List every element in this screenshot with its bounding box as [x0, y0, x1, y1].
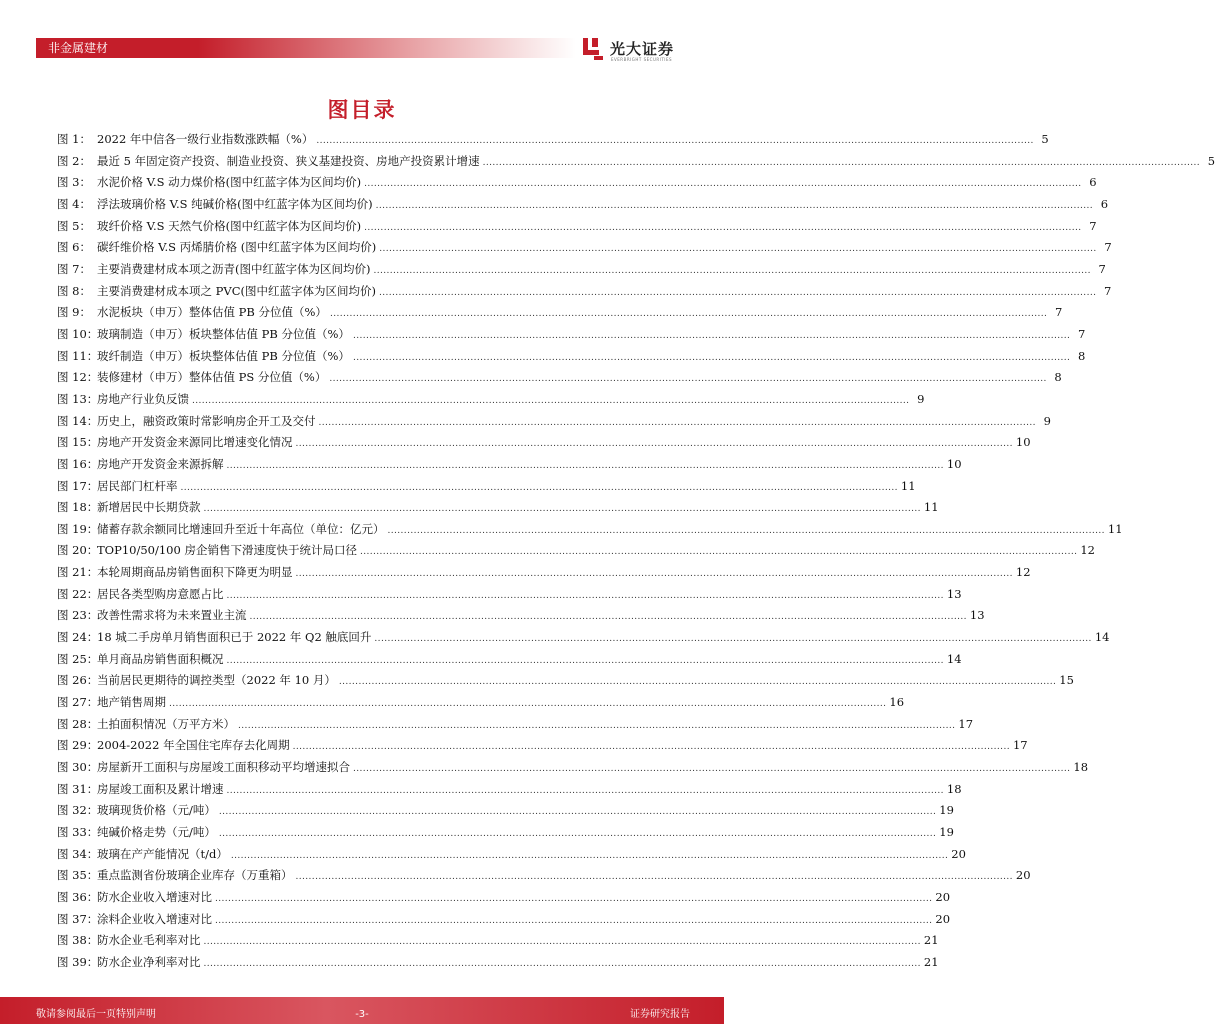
- toc-dot-leader: ............................................................................................................................................................................................................................: [226, 460, 944, 471]
- toc-figure-number: 图 27：: [57, 695, 99, 710]
- toc-figure-title: 居民各类型购房意愿占比: [97, 586, 224, 601]
- toc-page-number: 20: [935, 911, 951, 926]
- toc-dot-leader: ............................................................................................................................................................................................................................: [352, 330, 1071, 341]
- toc-figure-number: 图 39：: [57, 954, 99, 969]
- toc-dot-leader: ............................................................................................................................................................................................................................: [295, 439, 1013, 450]
- toc-dot-leader: ............................................................................................................................................................................................................................: [329, 309, 1048, 320]
- brand-logo: [580, 36, 690, 66]
- toc-figure-title: 房地产开发资金来源同比增速变化情况: [97, 435, 293, 450]
- toc-entry[interactable]: [57, 499, 939, 521]
- toc-page-number: 5: [1041, 132, 1049, 146]
- toc-page-number: 12: [1015, 565, 1031, 580]
- toc-page-number: 9: [917, 391, 925, 406]
- toc-figure-number: 图 34：: [57, 846, 99, 861]
- toc-figure-number: 图 29：: [57, 738, 99, 753]
- toc-figure-number: 图 30：: [57, 760, 99, 775]
- header-bar: [36, 38, 576, 58]
- toc-figure-title: 改善性需求将为未来置业主流: [97, 608, 247, 623]
- toc-entry[interactable]: [57, 218, 1097, 240]
- toc-dot-leader: ............................................................................................................................................................................................................................: [218, 829, 937, 839]
- toc-page-number: 8: [1078, 348, 1086, 363]
- toc-figure-number: 图 38：: [57, 933, 99, 948]
- toc-figure-title: 玻纤价格 V.S 天然气价格(图中红蓝字体为区间均价): [97, 218, 362, 233]
- toc-figure-title: 房地产行业负反馈: [97, 391, 189, 406]
- toc-figure-title: 防水企业净利率对比: [97, 954, 201, 969]
- toc-figure-number: 图 37：: [57, 911, 99, 926]
- toc-figure-number: 图 28：: [57, 716, 99, 731]
- toc-entry[interactable]: [57, 478, 916, 500]
- toc-entry[interactable]: [57, 196, 1109, 218]
- toc-entry[interactable]: [57, 174, 1097, 196]
- toc-figure-number: 图 9：: [57, 305, 91, 320]
- toc-dot-leader: ............................................................................................................................................................................................................................: [230, 850, 949, 861]
- toc-page-number: 18: [1073, 760, 1089, 775]
- toc-figure-title: 单月商品房销售面积概况: [97, 651, 224, 666]
- toc-figure-title: 涂料企业收入增速对比: [97, 911, 212, 926]
- toc-entry[interactable]: [57, 802, 954, 824]
- toc-figure-number: 图 1：: [57, 132, 91, 146]
- toc-page-number: 10: [1015, 435, 1031, 450]
- toc-entry[interactable]: [57, 131, 1049, 153]
- toc-entry[interactable]: [57, 391, 925, 413]
- toc-entry[interactable]: [57, 434, 1031, 456]
- toc-figure-title: 地产销售周期: [97, 695, 166, 710]
- toc-page-number: 20: [935, 889, 951, 904]
- toc-entry[interactable]: [57, 911, 951, 933]
- toc-page-number: 17: [1012, 738, 1028, 753]
- toc-figure-number: 图 17：: [57, 478, 99, 493]
- toc-figure-number: 图 2：: [57, 153, 91, 168]
- toc-dot-leader: ............................................................................................................................................................................................................................: [226, 785, 944, 796]
- toc-dot-leader: ............................................................................................................................................................................................................................: [353, 764, 1071, 775]
- toc-figure-number: 图 4：: [57, 196, 91, 211]
- toc-figure-title: 主要消费建材成本项之沥青(图中红蓝字体为区间均价): [97, 261, 371, 276]
- toc-page-number: 19: [939, 803, 954, 818]
- toc-figure-title: 浮法玻璃价格 V.S 纯碱价格(图中红蓝字体为区间均价): [97, 196, 373, 211]
- toc-entry[interactable]: [57, 564, 1031, 586]
- toc-figure-number: 图 8：: [57, 283, 91, 298]
- toc-page-number: 13: [946, 586, 962, 601]
- toc-dot-leader: ............................................................................................................................................................................................................................: [375, 200, 1094, 211]
- toc-entry[interactable]: [57, 413, 1051, 435]
- toc-page-number: 15: [1059, 673, 1074, 688]
- toc-figure-number: 图 21：: [57, 565, 99, 580]
- toc-dot-leader: ............................................................................................................................................................................................................................: [215, 915, 933, 926]
- toc-dot-leader: ............................................................................................................................................................................................................................: [295, 872, 1013, 883]
- toc-dot-leader: ............................................................................................................................................................................................................................: [238, 720, 956, 731]
- toc-entry[interactable]: [57, 781, 962, 803]
- figure-list: [57, 131, 1215, 976]
- toc-figure-title: 主要消费建材成本项之 PVC(图中红蓝字体为区间均价): [97, 283, 376, 298]
- toc-figure-number: 图 22：: [57, 586, 99, 601]
- section-label: 非金属建材: [48, 41, 109, 55]
- toc-page-number: 14: [1094, 630, 1110, 645]
- toc-entry[interactable]: [57, 672, 1074, 694]
- toc-entry[interactable]: [57, 326, 1086, 348]
- toc-figure-title: 房屋新开工面积与房屋竣工面积移动平均增速拟合: [97, 760, 350, 775]
- toc-dot-leader: ............................................................................................................................................................................................................................: [374, 634, 1092, 645]
- toc-figure-title: 储蓄存款余额同比增速回升至近十年高位（单位：亿元）: [97, 521, 385, 536]
- toc-page-number: 7: [1098, 261, 1106, 276]
- toc-page-number: 5: [1207, 153, 1215, 168]
- toc-figure-title: 当前居民更期待的调控类型（2022 年 10 月）: [97, 673, 336, 688]
- toc-figure-title: 房地产开发资金来源拆解: [97, 456, 224, 471]
- toc-page-number: 6: [1089, 175, 1097, 190]
- toc-entry[interactable]: [57, 759, 1089, 781]
- toc-page-number: 7: [1055, 305, 1063, 320]
- toc-entry[interactable]: [57, 889, 951, 911]
- toc-page-number: 16: [889, 695, 905, 710]
- toc-figure-number: 图 6：: [57, 240, 91, 255]
- toc-dot-leader: ............................................................................................................................................................................................................................: [292, 742, 1010, 753]
- toc-dot-leader: ............................................................................................................................................................................................................................: [318, 417, 1036, 428]
- toc-dot-leader: ............................................................................................................................................................................................................................: [316, 136, 1034, 146]
- toc-dot-leader: ............................................................................................................................................................................................................................: [373, 265, 1091, 276]
- toc-page-number: 7: [1078, 326, 1086, 341]
- toc-figure-title: TOP10/50/100 房企销售下滑速度快于统计局口径: [97, 543, 357, 558]
- toc-entry[interactable]: [57, 716, 974, 738]
- toc-figure-title: 18 城二手房单月销售面积已于 2022 年 Q2 触底回升: [97, 630, 372, 645]
- toc-dot-leader: ............................................................................................................................................................................................................................: [180, 482, 898, 493]
- toc-figure-number: 图 12：: [57, 370, 99, 385]
- toc-figure-title: 防水企业收入增速对比: [97, 889, 212, 904]
- toc-figure-title: 2022 年中信各一级行业指数涨跌幅（%）: [97, 132, 314, 146]
- toc-entry[interactable]: [57, 932, 939, 954]
- toc-entry[interactable]: [57, 153, 1215, 175]
- toc-figure-title: 房屋竣工面积及累计增速: [97, 781, 224, 796]
- footer-disclaimer: 敬请参阅最后一页特别声明: [36, 1009, 156, 1020]
- toc-entry[interactable]: [57, 261, 1106, 283]
- toc-entry[interactable]: [57, 954, 939, 976]
- toc-entry[interactable]: [57, 521, 1123, 543]
- toc-figure-title: 纯碱价格走势（元/吨）: [97, 825, 216, 839]
- toc-figure-title: 土拍面积情况（万平方米）: [97, 716, 235, 731]
- toc-figure-title: 装修建材（申万）整体估值 PS 分位值（%）: [97, 370, 327, 385]
- toc-entry[interactable]: [57, 694, 905, 716]
- toc-figure-number: 图 16：: [57, 456, 99, 471]
- toc-dot-leader: ............................................................................................................................................................................................................................: [378, 287, 1097, 298]
- toc-page-number: 7: [1104, 240, 1112, 255]
- toc-page-number: 13: [969, 608, 985, 623]
- toc-entry[interactable]: [57, 846, 966, 868]
- toc-page-number: 14: [946, 651, 962, 666]
- toc-dot-leader: ............................................................................................................................................................................................................................: [364, 222, 1082, 233]
- toc-page-number: 17: [958, 716, 974, 731]
- toc-entry[interactable]: [57, 824, 954, 846]
- toc-page-number: 8: [1054, 370, 1062, 385]
- toc-figure-number: 图 7：: [57, 261, 91, 276]
- brand-subtitle: EVERBRIGHT SECURITIES: [611, 57, 673, 62]
- toc-entry[interactable]: [57, 239, 1112, 261]
- toc-entry[interactable]: [57, 629, 1110, 651]
- toc-entry[interactable]: [57, 348, 1086, 370]
- toc-dot-leader: ............................................................................................................................................................................................................................: [203, 937, 921, 948]
- toc-figure-number: 图 3：: [57, 175, 91, 190]
- toc-entry[interactable]: [57, 607, 985, 629]
- everbright-logo-icon: [580, 36, 606, 62]
- toc-entry[interactable]: [57, 542, 1095, 564]
- toc-entry[interactable]: [57, 586, 962, 608]
- toc-page-number: 18: [946, 781, 962, 796]
- toc-dot-leader: ............................................................................................................................................................................................................................: [364, 179, 1082, 190]
- toc-page-number: 9: [1043, 413, 1051, 428]
- toc-entry[interactable]: [57, 456, 962, 478]
- toc-figure-title: 本轮周期商品房销售面积下降更为明显: [97, 565, 293, 580]
- toc-dot-leader: ............................................................................................................................................................................................................................: [169, 699, 887, 710]
- toc-dot-leader: ............................................................................................................................................................................................................................: [203, 504, 921, 515]
- toc-dot-leader: ............................................................................................................................................................................................................................: [329, 374, 1047, 385]
- toc-dot-leader: ............................................................................................................................................................................................................................: [379, 244, 1097, 255]
- toc-entry[interactable]: [57, 867, 1031, 889]
- toc-figure-title: 玻璃在产产能情况（t/d）: [97, 846, 228, 861]
- toc-entry[interactable]: [57, 651, 962, 673]
- toc-dot-leader: ............................................................................................................................................................................................................................: [249, 612, 967, 623]
- toc-figure-number: 图 33：: [57, 825, 99, 839]
- toc-figure-title: 新增居民中长期贷款: [97, 500, 201, 515]
- toc-figure-number: 图 20：: [57, 543, 99, 558]
- toc-dot-leader: ............................................................................................................................................................................................................................: [203, 958, 921, 969]
- toc-figure-title: 重点监测省份玻璃企业库存（万重箱）: [97, 868, 293, 883]
- toc-entry[interactable]: [57, 304, 1063, 326]
- toc-entry[interactable]: [57, 283, 1112, 305]
- toc-dot-leader: ............................................................................................................................................................................................................................: [226, 655, 944, 666]
- toc-figure-number: 图 10：: [57, 326, 99, 341]
- toc-page-number: 12: [1080, 543, 1095, 558]
- toc-figure-title: 防水企业毛利率对比: [97, 933, 201, 948]
- toc-figure-title: 2004-2022 年全国住宅库存去化周期: [97, 738, 290, 753]
- toc-figure-title: 玻纤制造（申万）板块整体估值 PB 分位值（%）: [97, 348, 350, 363]
- toc-dot-leader: ............................................................................................................................................................................................................................: [226, 590, 944, 601]
- toc-figure-title: 水泥价格 V.S 动力煤价格(图中红蓝字体为区间均价): [97, 175, 362, 190]
- toc-page-number: 7: [1089, 218, 1097, 233]
- toc-figure-number: 图 26：: [57, 673, 99, 688]
- toc-figure-number: 图 15：: [57, 435, 99, 450]
- toc-figure-title: 历史上，融资政策时常影响房企开工及交付: [97, 413, 316, 428]
- toc-page-number: 19: [939, 825, 954, 839]
- toc-figure-title: 玻璃制造（申万）板块整体估值 PB 分位值（%）: [97, 326, 350, 341]
- toc-figure-number: 图 32：: [57, 803, 99, 818]
- toc-dot-leader: ............................................................................................................................................................................................................................: [192, 395, 910, 406]
- toc-dot-leader: ............................................................................................................................................................................................................................: [218, 807, 937, 818]
- toc-figure-number: 图 14：: [57, 413, 99, 428]
- toc-figure-title: 碳纤维价格 V.S 丙烯腈价格 (图中红蓝字体为区间均价): [97, 240, 377, 255]
- toc-entry[interactable]: [57, 737, 1028, 759]
- toc-dot-leader: ............................................................................................................................................................................................................................: [215, 893, 933, 904]
- toc-dot-leader: ............................................................................................................................................................................................................................: [352, 352, 1071, 363]
- toc-dot-leader: ............................................................................................................................................................................................................................: [295, 569, 1013, 580]
- toc-figure-number: 图 23：: [57, 608, 99, 623]
- toc-figure-number: 图 18：: [57, 500, 99, 515]
- toc-page-number: 11: [900, 478, 916, 493]
- toc-figure-title: 居民部门杠杆率: [97, 478, 178, 493]
- toc-page-number: 20: [951, 846, 966, 861]
- toc-dot-leader: ............................................................................................................................................................................................................................: [338, 677, 1057, 688]
- page-number: -3-: [355, 1009, 369, 1020]
- toc-entry[interactable]: [57, 369, 1062, 391]
- toc-figure-number: 图 24：: [57, 630, 99, 645]
- toc-page-number: 11: [1107, 521, 1123, 536]
- toc-page-number: 21: [923, 933, 939, 948]
- toc-figure-number: 图 19：: [57, 521, 99, 536]
- toc-figure-number: 图 25：: [57, 651, 99, 666]
- toc-figure-number: 图 31：: [57, 781, 99, 796]
- toc-dot-leader: ............................................................................................................................................................................................................................: [387, 525, 1105, 536]
- toc-page-number: 7: [1104, 283, 1112, 298]
- toc-figure-number: 图 13：: [57, 391, 99, 406]
- toc-figure-title: 水泥板块（申万）整体估值 PB 分位值（%）: [97, 305, 327, 320]
- toc-page-number: 20: [1015, 868, 1031, 883]
- toc-page-number: 10: [946, 456, 962, 471]
- toc-page-number: 21: [923, 954, 939, 969]
- toc-figure-title: 最近 5 年固定资产投资、制造业投资、狭义基建投资、房地产投资累计增速: [97, 153, 480, 168]
- toc-figure-number: 图 36：: [57, 889, 99, 904]
- toc-figure-number: 图 5：: [57, 218, 91, 233]
- toc-dot-leader: ............................................................................................................................................................................................................................: [359, 547, 1078, 558]
- toc-figure-title: 玻璃现货价格（元/吨）: [97, 803, 216, 818]
- toc-figure-number: 图 11：: [57, 348, 99, 363]
- toc-page-number: 11: [923, 500, 939, 515]
- toc-page-number: 6: [1100, 196, 1109, 211]
- brand-name: 光大证券: [610, 40, 675, 58]
- footer-report-type: 证券研究报告: [630, 1009, 690, 1020]
- page-title: 图目录: [327, 98, 397, 122]
- toc-figure-number: 图 35：: [57, 868, 99, 883]
- toc-dot-leader: ............................................................................................................................................................................................................................: [482, 157, 1201, 168]
